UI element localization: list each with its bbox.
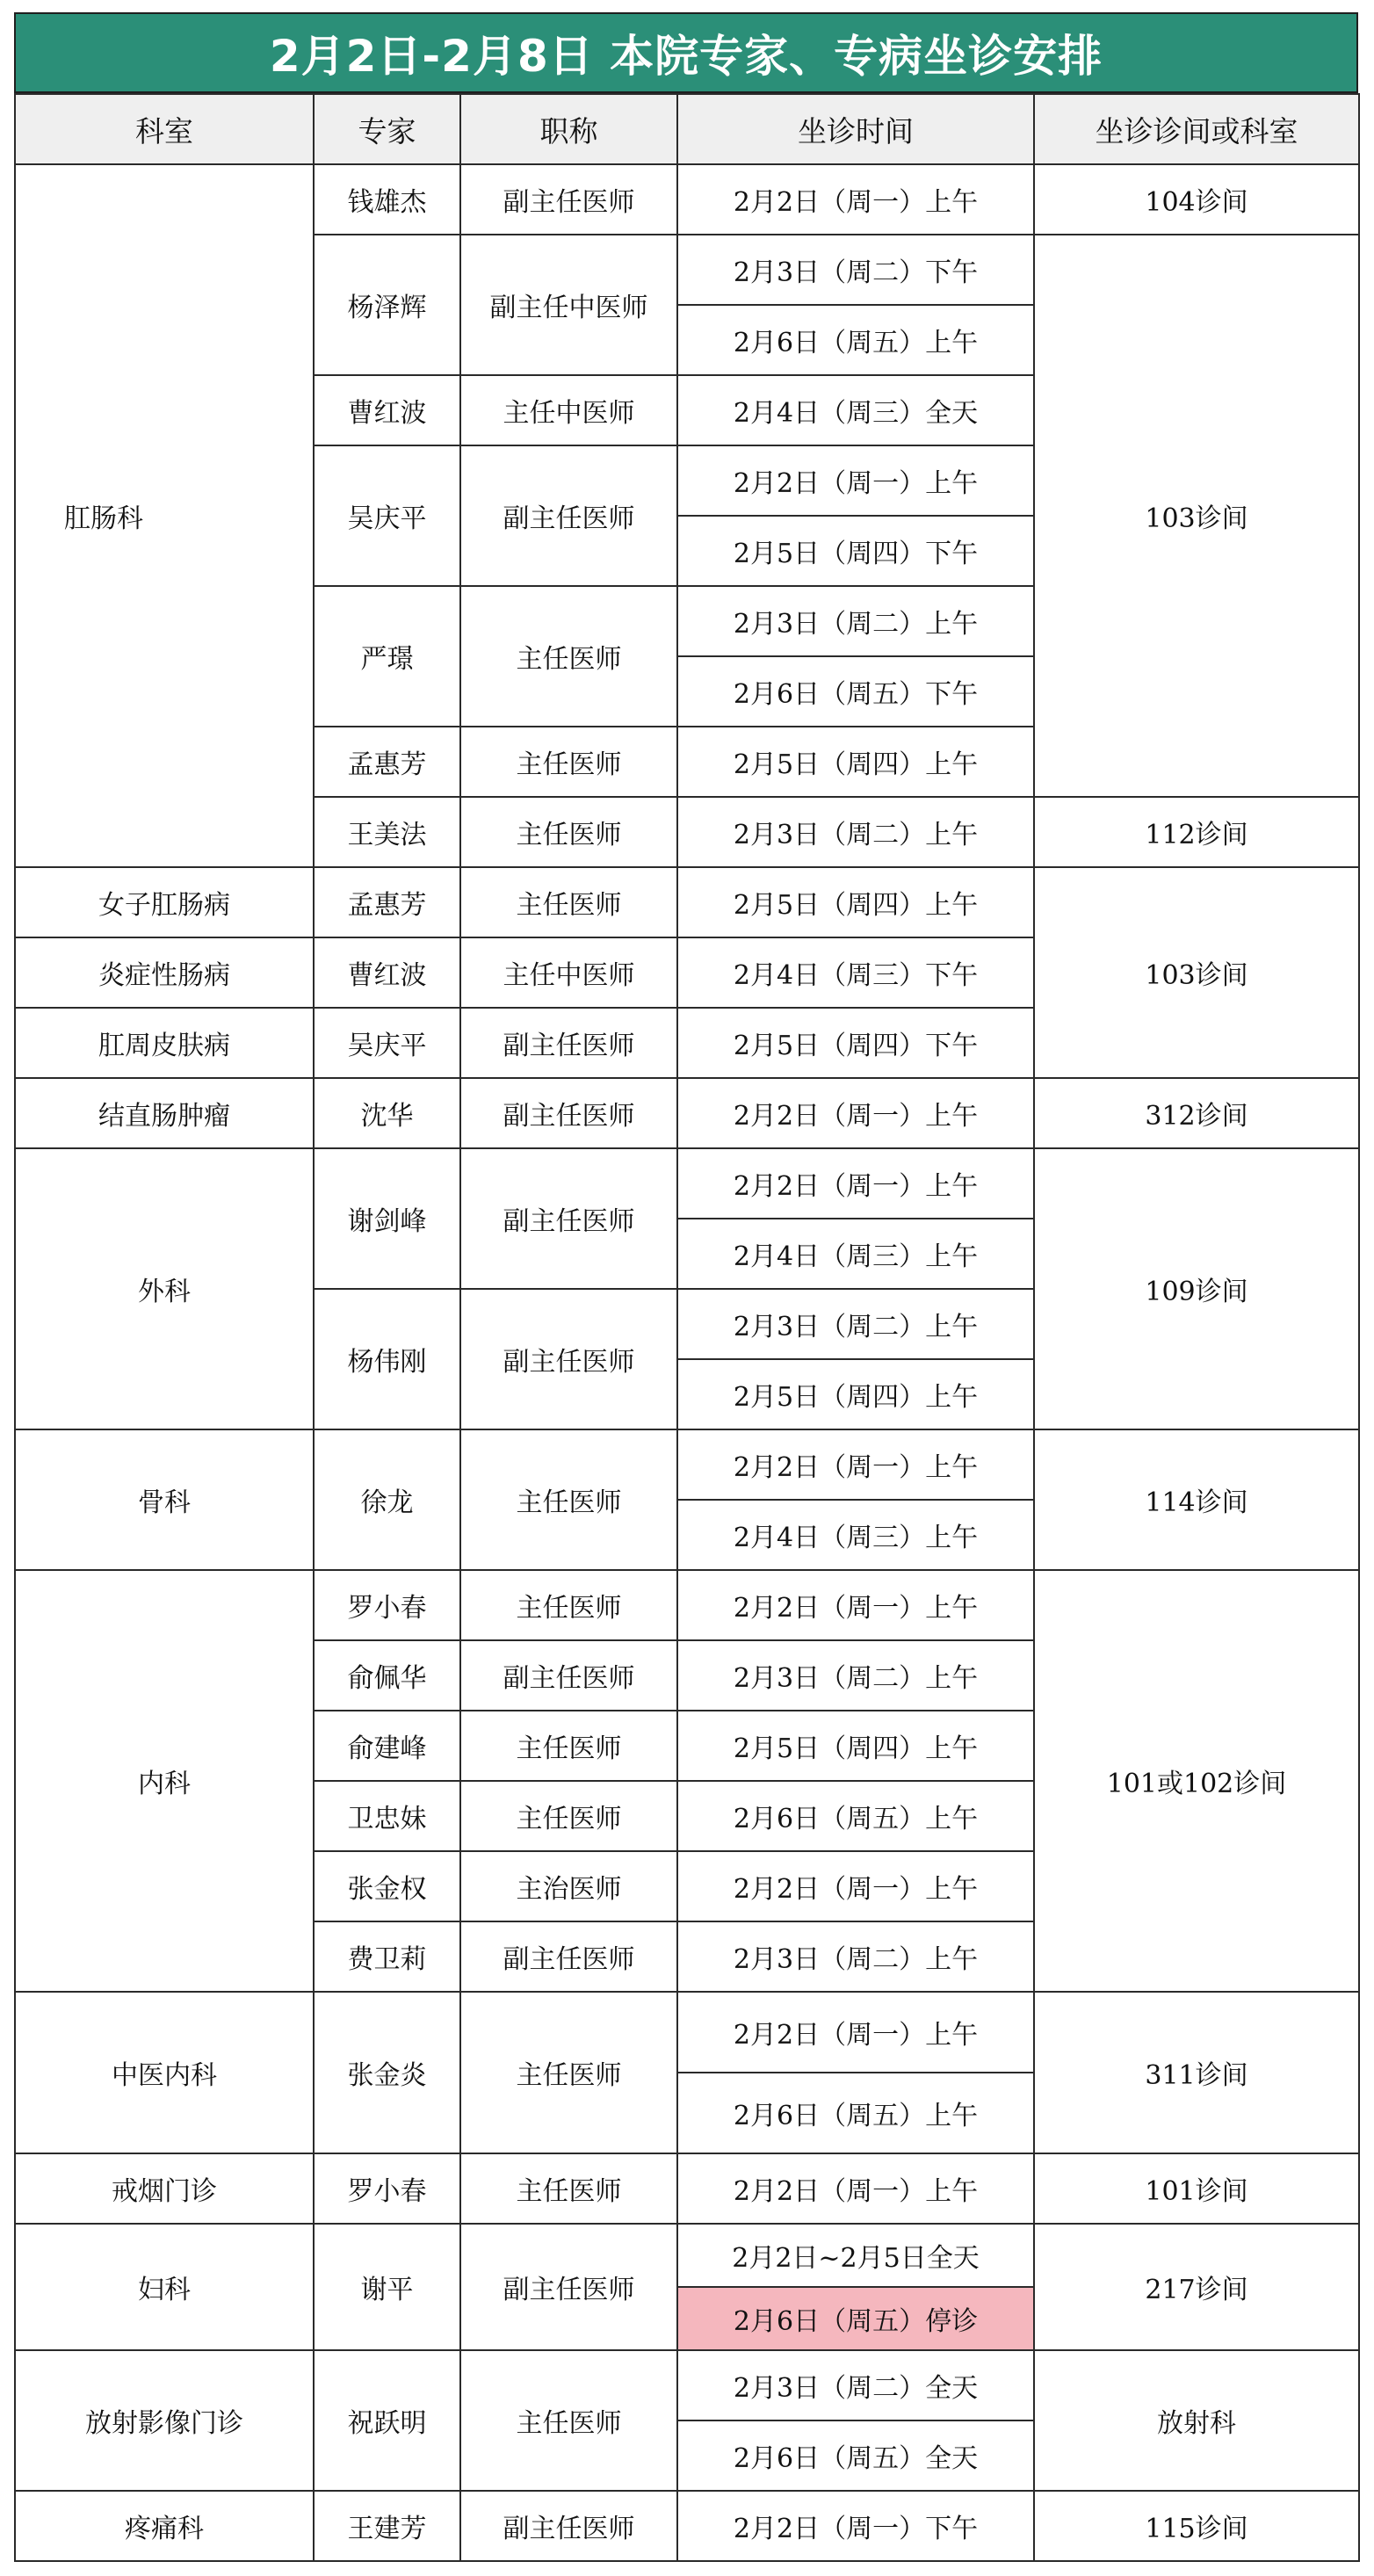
dept-cell: 戒烟门诊 xyxy=(15,2153,314,2224)
expert-name: 罗小春 xyxy=(314,1570,460,1640)
expert-name: 沈华 xyxy=(314,1078,460,1148)
expert-name: 严璟 xyxy=(314,586,460,727)
expert-title: 副主任医师 xyxy=(460,164,677,235)
clinic-room: 放射科 xyxy=(1034,2350,1359,2491)
dept-cell: 外科 xyxy=(15,1148,314,1429)
expert-name: 吴庆平 xyxy=(314,445,460,586)
clinic-room: 311诊间 xyxy=(1034,1992,1359,2153)
clinic-time: 2月2日（周一）上午 xyxy=(677,1429,1034,1500)
schedule-body xyxy=(15,164,1359,2561)
expert-title: 副主任医师 xyxy=(460,1078,677,1148)
expert-title: 主任医师 xyxy=(460,1992,677,2153)
expert-title: 主治医师 xyxy=(460,1851,677,1921)
clinic-time: 2月6日（周五）下午 xyxy=(677,656,1034,727)
expert-title: 主任医师 xyxy=(460,1711,677,1781)
expert-name: 徐龙 xyxy=(314,1429,460,1570)
expert-name: 谢剑峰 xyxy=(314,1148,460,1289)
expert-title: 主任医师 xyxy=(460,1781,677,1851)
clinic-time: 2月6日（周五）上午 xyxy=(677,2073,1034,2153)
expert-name: 杨伟刚 xyxy=(314,1289,460,1429)
expert-title: 副主任医师 xyxy=(460,1921,677,1992)
clinic-room: 312诊间 xyxy=(1034,1078,1359,1148)
dept-cell: 炎症性肠病 xyxy=(15,937,314,1008)
expert-name: 王美法 xyxy=(314,797,460,867)
expert-name: 俞佩华 xyxy=(314,1640,460,1711)
expert-title: 副主任医师 xyxy=(460,1289,677,1429)
expert-title: 主任医师 xyxy=(460,727,677,797)
expert-name: 杨泽辉 xyxy=(314,235,460,375)
expert-title: 主任医师 xyxy=(460,586,677,727)
dept-cell: 内科 xyxy=(15,1570,314,1992)
header-expert: 专家 xyxy=(314,94,460,164)
clinic-time: 2月2日（周一）上午 xyxy=(677,164,1034,235)
expert-title: 副主任中医师 xyxy=(460,235,677,375)
expert-title: 主任医师 xyxy=(460,1570,677,1640)
expert-title: 副主任医师 xyxy=(460,1640,677,1711)
expert-name: 费卫莉 xyxy=(314,1921,460,1992)
dept-cell: 肛周皮肤病 xyxy=(15,1008,314,1078)
schedule-table xyxy=(14,93,1360,2562)
clinic-time: 2月4日（周三）上午 xyxy=(677,1219,1034,1289)
clinic-time: 2月5日（周四）下午 xyxy=(677,516,1034,586)
table-row xyxy=(15,2153,1359,2224)
clinic-time: 2月6日（周五）停诊 xyxy=(677,2287,1034,2350)
table-row xyxy=(15,1429,1359,1500)
table-row xyxy=(15,2224,1359,2287)
table-row xyxy=(15,164,1359,235)
expert-title: 副主任医师 xyxy=(460,1148,677,1289)
expert-title: 主任医师 xyxy=(460,867,677,937)
header-row xyxy=(15,94,1359,164)
clinic-room: 103诊间 xyxy=(1034,867,1359,1078)
clinic-time: 2月5日（周四）上午 xyxy=(677,1711,1034,1781)
clinic-room: 104诊间 xyxy=(1034,164,1359,235)
dept-cell: 妇科 xyxy=(15,2224,314,2350)
expert-title: 主任中医师 xyxy=(460,375,677,445)
clinic-time: 2月5日（周四）下午 xyxy=(677,1008,1034,1078)
clinic-room: 115诊间 xyxy=(1034,2491,1359,2561)
clinic-room: 101诊间 xyxy=(1034,2153,1359,2224)
expert-name: 祝跃明 xyxy=(314,2350,460,2491)
expert-name: 谢平 xyxy=(314,2224,460,2350)
clinic-time: 2月2日（周一）上午 xyxy=(677,1570,1034,1640)
schedule-sheet xyxy=(14,12,1358,2562)
clinic-room: 114诊间 xyxy=(1034,1429,1359,1570)
clinic-time: 2月6日（周五）全天 xyxy=(677,2420,1034,2491)
clinic-time: 2月3日（周二）上午 xyxy=(677,1640,1034,1711)
clinic-room: 103诊间 xyxy=(1034,235,1359,797)
clinic-room: 217诊间 xyxy=(1034,2224,1359,2350)
table-row xyxy=(15,1992,1359,2073)
expert-title: 主任医师 xyxy=(460,797,677,867)
clinic-time: 2月3日（周二）全天 xyxy=(677,2350,1034,2420)
header-title: 职称 xyxy=(460,94,677,164)
clinic-time: 2月2日（周一）上午 xyxy=(677,1148,1034,1219)
expert-title: 副主任医师 xyxy=(460,2224,677,2350)
clinic-time: 2月2日（周一）上午 xyxy=(677,1851,1034,1921)
header-time: 坐诊时间 xyxy=(677,94,1034,164)
table-row xyxy=(15,2491,1359,2561)
expert-title: 主任中医师 xyxy=(460,937,677,1008)
clinic-time: 2月3日（周二）上午 xyxy=(677,1289,1034,1359)
expert-title: 主任医师 xyxy=(460,2153,677,2224)
expert-name: 卫忠妹 xyxy=(314,1781,460,1851)
clinic-time: 2月4日（周三）上午 xyxy=(677,1500,1034,1570)
table-row xyxy=(15,1148,1359,1219)
expert-name: 罗小春 xyxy=(314,2153,460,2224)
clinic-time: 2月5日（周四）上午 xyxy=(677,727,1034,797)
clinic-time: 2月5日（周四）上午 xyxy=(677,867,1034,937)
expert-name: 张金权 xyxy=(314,1851,460,1921)
expert-title: 副主任医师 xyxy=(460,445,677,586)
table-row xyxy=(15,867,1359,937)
header-room: 坐诊诊间或科室 xyxy=(1034,94,1359,164)
dept-cell: 中医内科 xyxy=(15,1992,314,2153)
expert-name: 钱雄杰 xyxy=(314,164,460,235)
table-row xyxy=(15,1570,1359,1640)
page-title: 2月2日-2月8日 本院专家、专病坐诊安排 xyxy=(14,12,1358,93)
clinic-time: 2月5日（周四）上午 xyxy=(677,1359,1034,1429)
clinic-time: 2月3日（周二）上午 xyxy=(677,797,1034,867)
clinic-time: 2月2日（周一）上午 xyxy=(677,1078,1034,1148)
clinic-time: 2月2日（周一）上午 xyxy=(677,445,1034,516)
dept-cell: 结直肠肿瘤 xyxy=(15,1078,314,1148)
expert-name: 王建芳 xyxy=(314,2491,460,2561)
expert-name: 曹红波 xyxy=(314,937,460,1008)
expert-name: 孟惠芳 xyxy=(314,727,460,797)
expert-title: 副主任医师 xyxy=(460,1008,677,1078)
clinic-time: 2月3日（周二）上午 xyxy=(677,1921,1034,1992)
dept-cell: 骨科 xyxy=(15,1429,314,1570)
expert-name: 吴庆平 xyxy=(314,1008,460,1078)
expert-title: 主任医师 xyxy=(460,2350,677,2491)
dept-cell: 肛肠科 xyxy=(15,164,314,867)
dept-cell: 放射影像门诊 xyxy=(15,2350,314,2491)
expert-name: 张金炎 xyxy=(314,1992,460,2153)
expert-title: 主任医师 xyxy=(460,1429,677,1570)
clinic-room: 109诊间 xyxy=(1034,1148,1359,1429)
clinic-room: 112诊间 xyxy=(1034,797,1359,867)
clinic-time: 2月2日（周一）下午 xyxy=(677,2491,1034,2561)
clinic-time: 2月6日（周五）上午 xyxy=(677,1781,1034,1851)
clinic-time: 2月3日（周二）上午 xyxy=(677,586,1034,656)
table-row xyxy=(15,1078,1359,1148)
header-dept: 科室 xyxy=(15,94,314,164)
clinic-time: 2月2日~2月5日全天 xyxy=(677,2224,1034,2287)
clinic-time: 2月4日（周三）全天 xyxy=(677,375,1034,445)
clinic-room: 101或102诊间 xyxy=(1034,1570,1359,1992)
clinic-time: 2月6日（周五）上午 xyxy=(677,305,1034,375)
clinic-time: 2月2日（周一）上午 xyxy=(677,2153,1034,2224)
table-row xyxy=(15,2350,1359,2420)
dept-cell: 女子肛肠病 xyxy=(15,867,314,937)
expert-name: 俞建峰 xyxy=(314,1711,460,1781)
clinic-time: 2月3日（周二）下午 xyxy=(677,235,1034,305)
clinic-time: 2月2日（周一）上午 xyxy=(677,1992,1034,2073)
expert-title: 副主任医师 xyxy=(460,2491,677,2561)
expert-name: 孟惠芳 xyxy=(314,867,460,937)
expert-name: 曹红波 xyxy=(314,375,460,445)
dept-cell: 疼痛科 xyxy=(15,2491,314,2561)
clinic-time: 2月4日（周三）下午 xyxy=(677,937,1034,1008)
